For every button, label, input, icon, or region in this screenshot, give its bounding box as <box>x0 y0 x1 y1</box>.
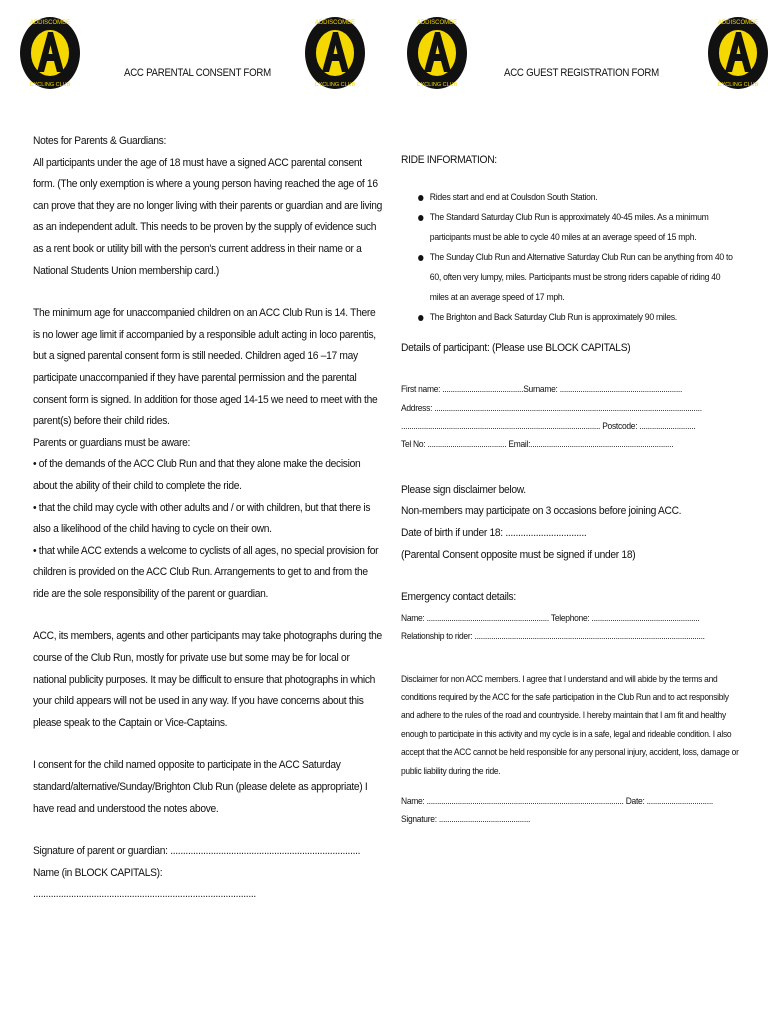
aware-item-2: • that the child may cycle with other adults and / or with children, but that there is also a likelihood of the child having to cycle on their own. <box>33 501 371 536</box>
parent-name-field[interactable]: Name (in BLOCK CAPITALS): ........................................................................................ <box>33 866 256 901</box>
list-item: The Standard Saturday Club Run is approximately 40-45 miles. As a minimum participants must be able to cycle 40 miles at an average speed of 15 mph. <box>401 208 739 248</box>
logo-top-text: ADDISCOMBE <box>416 20 458 26</box>
non-members-text: Non-members may participate on 3 occasions before joining ACC. <box>401 505 682 518</box>
sign-disclaimer-text: Please sign disclaimer below. <box>401 483 526 496</box>
disclaimer-text: Disclaimer for non ACC members. I agree that I understand and will abide by the terms and conditions required by the ACC for the safe participation in the Club Run and to act responsibly and adhere to the rules of the road and countryside. I hereby maintain that I am fit and healthy enough to participate in this activity and my cycle is in a safe, legal and rideable condition. I also accept that the ACC cannot be held responsible for any personal injury, accident, loss, damage or public liability during the ride. <box>401 672 739 776</box>
logo-top-text: ADDISCOMBE <box>314 20 356 26</box>
consent-column <box>33 131 385 906</box>
dob-field[interactable]: Date of birth if under 18: ................................ <box>401 527 587 539</box>
ride-info-list <box>401 188 739 328</box>
club-logo-right <box>707 16 769 90</box>
ride-info-heading: RIDE INFORMATION: <box>401 154 497 166</box>
first-name-field[interactable]: First name: .......................................Surname: ........................................................... <box>401 383 683 395</box>
club-logo-left <box>19 16 81 90</box>
parental-note: (Parental Consent opposite must be signed if under 18) <box>401 548 636 561</box>
aware-item-3: • that while ACC extends a welcome to cyclists of all ages, no special provision for children is provided on the ACC Club Run. Arrangements to get to and from the ride are the sole responsibility of the parent or guardian. <box>33 544 379 600</box>
club-logo-center-left <box>304 16 366 90</box>
tel-email-field[interactable]: Tel No: ...................................... Email:..................................................................... <box>401 438 674 450</box>
aware-heading: Parents or guardians must be aware: <box>33 436 191 449</box>
parent-signature-field[interactable]: Signature of parent or guardian: ........................................................................... <box>33 845 361 858</box>
consent-form-title: ACC PARENTAL CONSENT FORM <box>124 67 271 79</box>
consent-paragraph-1: All participants under the age of 18 must have a signed ACC parental consent form. (The only exemption is where a young person having reached the age of 16 can prove that they are no longer living with their parents or guardian and are living as an independent adult. This needs to be proven by the supply of evidence such as a rent book or utility bill with the person's current address in their name or a National Students Union membership card.) <box>33 156 383 277</box>
list-item: The Sunday Club Run and Alternative Saturday Club Run can be anything from 40 to 60, often very lumpy, miles. Participants must be strong riders capable of riding 40 miles at an average speed of 17 mph. <box>401 248 739 308</box>
address-field[interactable]: Address: ................................................................................................................................. <box>401 401 702 413</box>
logo-top-text: ADDISCOMBE <box>29 20 71 26</box>
guest-signature-field[interactable]: Signature: ............................................ <box>401 813 531 825</box>
aware-item-1: • of the demands of the ACC Club Run and that they alone make the decision about the ability of their child to complete the ride. <box>33 458 361 492</box>
logo-bottom-text: CYCLING CLUB <box>314 82 356 88</box>
consent-paragraph-2: The minimum age for unaccompanied children on an ACC Club Run is 14. There is no lower age limit if accompanied by a responsible adult acting in loco parentis, but a signed parental consent form is still needed. Children aged 16 –17 may participate unaccompanied if they have parental permission and the parental consent form is signed. In addition for those aged 14-15 we need to meet with the parent(s) before their child rides. <box>33 307 378 428</box>
guest-column <box>401 150 739 829</box>
postcode-field[interactable]: ................................................................................................ Postcode: ........................... <box>401 420 696 431</box>
emergency-name-field[interactable]: Name: ........................................................... Telephone: .................................................... <box>401 611 700 623</box>
logo-bottom-text: CYCLING CLUB <box>29 82 71 88</box>
logo-top-text: ADDISCOMBE <box>717 20 759 26</box>
emergency-heading: Emergency contact details: <box>401 591 516 604</box>
list-item: The Brighton and Back Saturday Club Run is approximately 90 miles. <box>401 308 739 328</box>
logo-bottom-text: CYCLING CLUB <box>416 82 458 88</box>
logo-bottom-text: CYCLING CLUB <box>717 82 759 88</box>
consent-paragraph-4: I consent for the child named opposite to participate in the ACC Saturday standard/alternative/Sunday/Brighton Club Run (please delete as appropriate) I have read and understood the notes above. <box>33 759 368 815</box>
club-logo-center-right <box>406 16 468 90</box>
details-heading: Details of participant: (Please use BLOCK CAPITALS) <box>401 341 631 354</box>
consent-paragraph-3: ACC, its members, agents and other participants may take photographs during the course of the Club Run, mostly for private use but some may be for local or national publicity purposes. It may be difficult to ensure that photographs in which your child appears will not be used in any way. If you have concerns about this please speak to the Captain or Vice-Captains. <box>33 630 382 729</box>
guest-name-date-field[interactable]: Name: ............................................................................................... Date: ................................ <box>401 795 713 807</box>
guest-form-title: ACC GUEST REGISTRATION FORM <box>504 67 659 79</box>
relationship-field[interactable]: Relationship to rider: ............................................................................................................... <box>401 630 705 642</box>
notes-heading: Notes for Parents & Guardians: <box>33 135 167 147</box>
list-item: Rides start and end at Coulsdon South Station. <box>401 188 739 208</box>
